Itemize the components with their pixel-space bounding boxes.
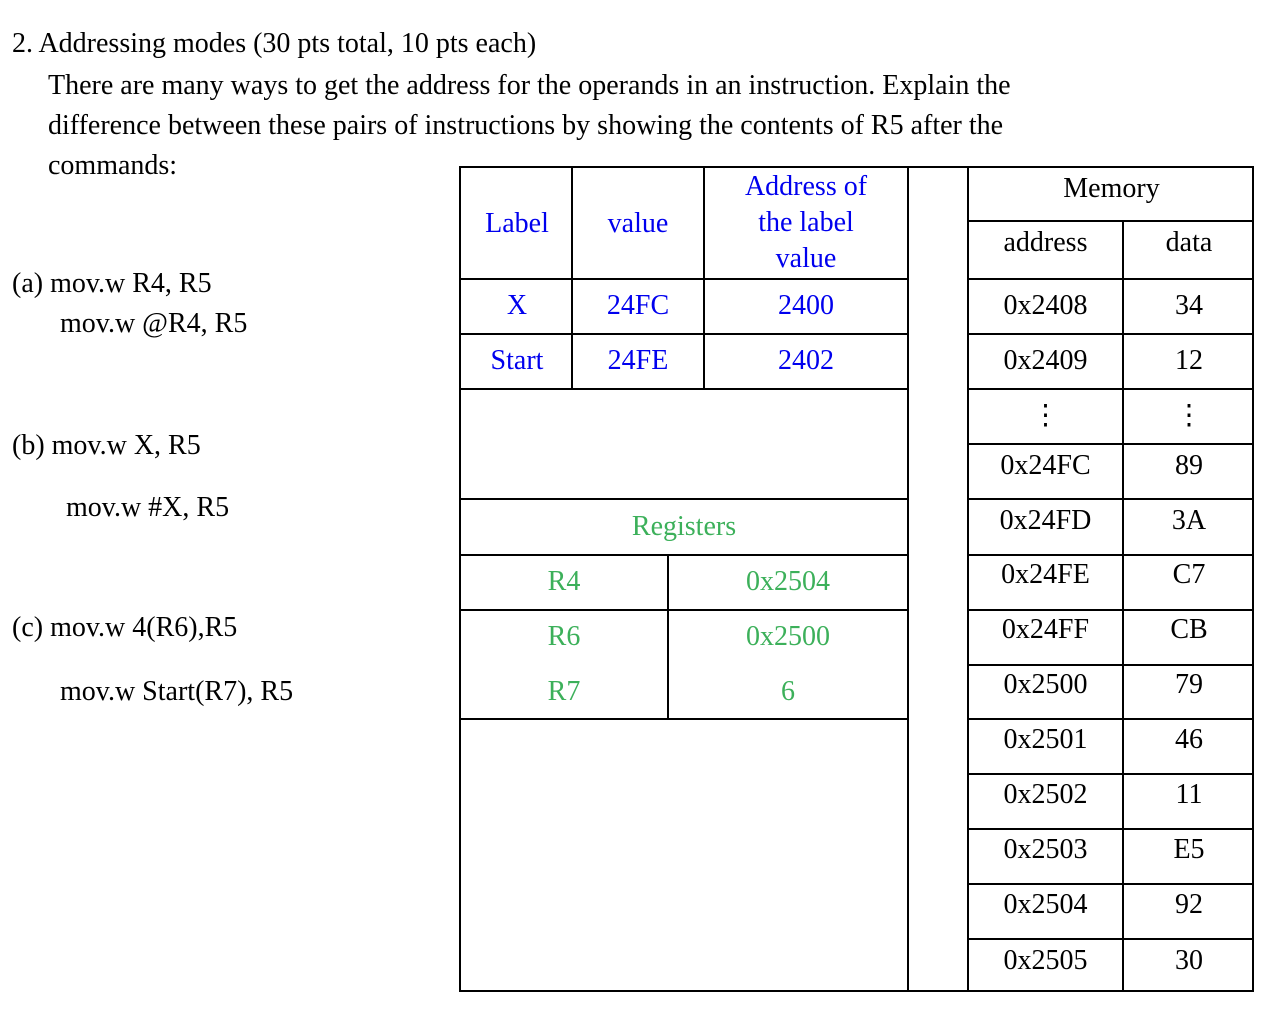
table-divider (907, 168, 909, 990)
memory-data: 89 (1175, 450, 1203, 481)
part-c-instruction-1: (c) mov.w 4(R6),R5 (12, 612, 238, 643)
part-c-instruction-2: mov.w Start(R7), R5 (60, 676, 294, 707)
memory-data: 34 (1175, 290, 1203, 321)
intro-line: There are many ways to get the address for the operands in an instruction. Explain the (48, 70, 1011, 101)
memory-address: 0x2501 (1003, 723, 1088, 755)
memory-address: 0x2502 (1003, 778, 1088, 810)
address-cell: 2402 (778, 345, 834, 376)
question-heading: 2. Addressing modes (30 pts total, 10 pts each) (12, 28, 537, 59)
memory-data: 79 (1175, 668, 1203, 700)
register-name: R6 (547, 621, 581, 652)
memory-data: 12 (1175, 345, 1203, 376)
register-name: R7 (547, 675, 581, 707)
memory-address: 0x2409 (1003, 345, 1088, 376)
memory-address: 0x24FC (1000, 450, 1091, 481)
memory-data: CB (1170, 613, 1208, 645)
intro-line: difference between these pairs of instructions by showing the contents of R5 after the (48, 110, 1004, 141)
memory-data: C7 (1172, 558, 1206, 590)
memory-data: 46 (1175, 723, 1203, 755)
memory-data: 11 (1175, 778, 1203, 810)
memory-address: 0x24FF (1001, 613, 1090, 645)
address-header: Address of the label value (744, 171, 868, 274)
memory-ellipsis: ⋮ (1175, 400, 1203, 431)
part-b-instruction-1: (b) mov.w X, R5 (12, 430, 201, 461)
memory-data: 92 (1175, 888, 1203, 920)
label-cell: Start (490, 345, 544, 376)
memory-address-header: address (1003, 226, 1088, 258)
memory-data: 3A (1171, 505, 1207, 536)
part-a-instruction-1: (a) mov.w R4, R5 (12, 268, 212, 299)
memory-data: E5 (1173, 833, 1205, 865)
memory-title: Memory (1063, 172, 1160, 204)
address-cell: 2400 (778, 290, 834, 321)
memory-address: 0x2500 (1003, 668, 1088, 700)
memory-address: 0x24FD (999, 505, 1092, 536)
memory-address: 0x2505 (1003, 944, 1088, 976)
part-b-instruction-2: mov.w #X, R5 (66, 492, 230, 523)
part-a-instruction-2: mov.w @R4, R5 (60, 308, 248, 339)
register-value: 0x2500 (746, 621, 830, 652)
value-cell: 24FC (606, 290, 670, 321)
label-header: Label (485, 207, 549, 239)
register-name: R4 (547, 566, 581, 597)
value-cell: 24FE (607, 345, 669, 376)
registers-title: Registers (631, 510, 737, 542)
table-divider (461, 388, 907, 390)
label-cell: X (506, 290, 528, 321)
memory-address: 0x24FE (1001, 558, 1090, 590)
value-header: value (607, 207, 669, 239)
memory-data-header: data (1165, 226, 1213, 258)
table-divider (461, 718, 907, 720)
memory-address: 0x2504 (1003, 888, 1088, 920)
memory-ellipsis: ⋮ (1031, 400, 1060, 431)
memory-data: 30 (1175, 944, 1203, 976)
memory-address: 0x2503 (1003, 833, 1088, 865)
intro-line: commands: (48, 150, 178, 181)
data-table (459, 166, 1254, 992)
register-value: 0x2504 (746, 566, 830, 597)
register-value: 6 (781, 675, 795, 707)
memory-address: 0x2408 (1003, 290, 1088, 321)
